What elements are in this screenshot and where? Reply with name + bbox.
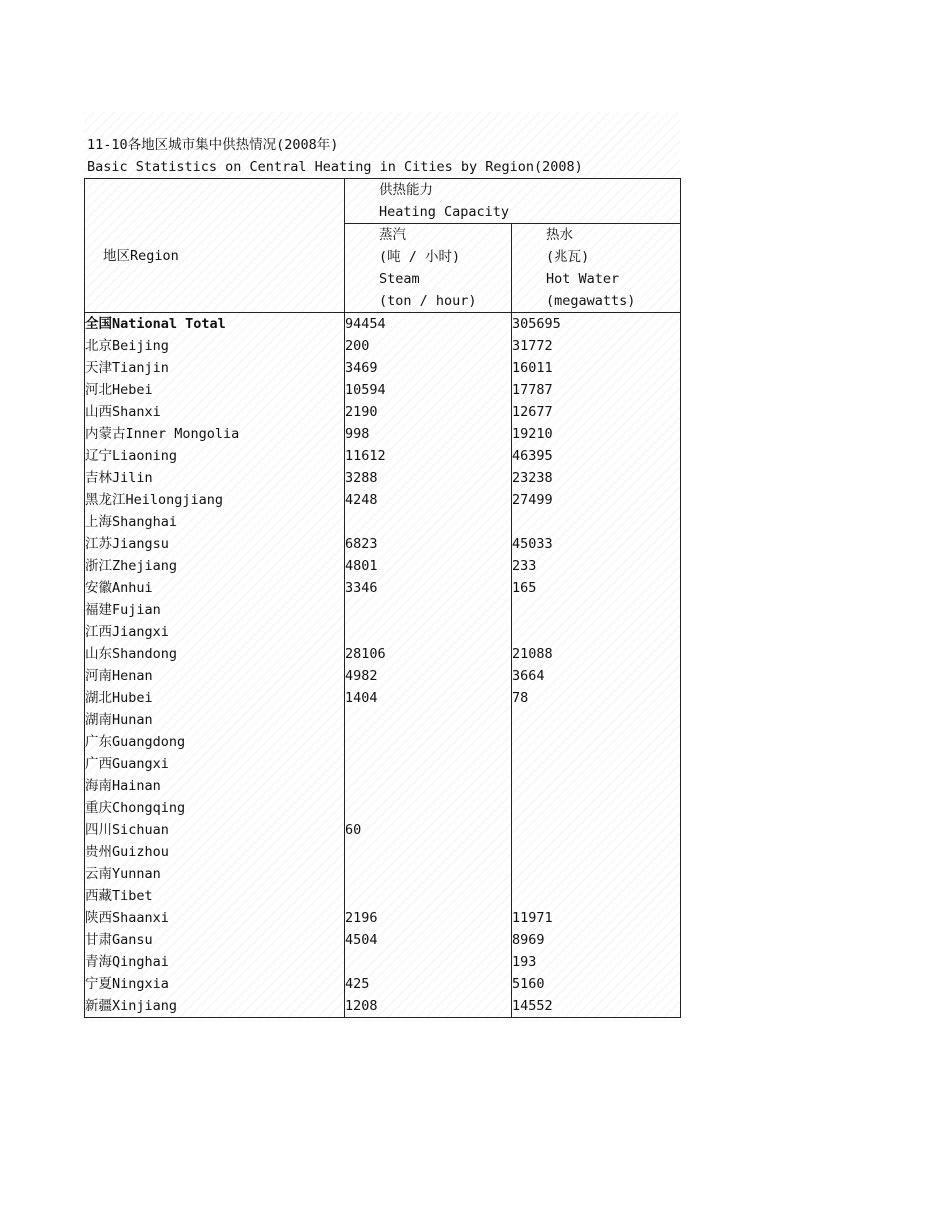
steam-cell: 4982 — [345, 665, 512, 687]
table-row — [85, 511, 681, 533]
steam-cell: 60 — [345, 819, 512, 841]
steam-cell — [345, 951, 512, 973]
table-row — [85, 885, 681, 907]
steam-unit-cn: (吨 / 小时) — [379, 249, 461, 265]
steam-cell — [345, 841, 512, 863]
hot-water-cell: 305695 — [512, 316, 561, 332]
hot-water-cell — [512, 841, 681, 863]
region-cell: 浙江Zhejiang — [85, 555, 345, 577]
steam-cell: 6823 — [345, 533, 512, 555]
hot-water-cell — [512, 885, 681, 907]
region-cell: 西藏Tibet — [85, 885, 345, 907]
steam-header-cn: 蒸汽 — [379, 227, 406, 243]
hot-water-cell — [512, 819, 681, 841]
region-cell: 新疆Xinjiang — [85, 995, 345, 1018]
region-cell: 海南Hainan — [85, 775, 345, 797]
steam-unit-en: (ton / hour) — [379, 293, 477, 309]
hot-water-cell — [512, 863, 681, 885]
table-row — [85, 951, 681, 973]
steam-cell: 4801 — [345, 555, 512, 577]
steam-cell: 200 — [345, 335, 512, 357]
steam-cell — [345, 599, 512, 621]
region-cell: 天津Tianjin — [85, 357, 345, 379]
region-cell: 陕西Shaanxi — [85, 907, 345, 929]
region-header: 地区Region — [103, 248, 179, 264]
table-row — [85, 621, 681, 643]
steam-header-en: Steam — [379, 271, 420, 287]
hot-water-cell: 11971 — [512, 910, 553, 926]
hot-water-cell — [512, 775, 681, 797]
table-row — [85, 819, 681, 841]
region-cell: 湖南Hunan — [85, 709, 345, 731]
hot-water-cell: 45033 — [512, 536, 553, 552]
hot-water-cell — [512, 511, 681, 533]
region-cell: 重庆Chongqing — [85, 797, 345, 819]
region-cell: 宁夏Ningxia — [85, 973, 345, 995]
hot-water-cell: 165 — [512, 580, 537, 596]
hot-water-cell — [512, 621, 681, 643]
steam-header-cell — [345, 224, 512, 313]
region-cell: 四川Sichuan — [85, 819, 345, 841]
table-row — [85, 489, 681, 511]
steam-cell: 3288 — [345, 467, 512, 489]
steam-cell: 1208 — [345, 995, 512, 1018]
steam-cell — [345, 709, 512, 731]
table-row — [85, 357, 681, 379]
water-header-cell — [512, 224, 681, 313]
hot-water-cell: 233 — [512, 558, 537, 574]
region-cell: 北京Beijing — [85, 335, 345, 357]
table-row — [85, 445, 681, 467]
table-row — [85, 313, 681, 336]
table-row — [85, 379, 681, 401]
capacity-header-en: Heating Capacity — [379, 204, 510, 220]
region-cell: 全国National Total — [85, 313, 345, 336]
table-row — [85, 665, 681, 687]
table-row — [85, 687, 681, 709]
steam-cell: 94454 — [345, 313, 512, 336]
steam-cell: 3469 — [345, 357, 512, 379]
hot-water-cell: 8969 — [512, 932, 545, 948]
region-cell: 河南Henan — [85, 665, 345, 687]
table-row — [85, 995, 681, 1018]
table-row — [85, 973, 681, 995]
title-block — [84, 112, 680, 178]
steam-cell — [345, 863, 512, 885]
table-row — [85, 555, 681, 577]
region-cell: 上海Shanghai — [85, 511, 345, 533]
hot-water-cell: 16011 — [512, 360, 553, 376]
hot-water-cell: 46395 — [512, 448, 553, 464]
steam-cell — [345, 731, 512, 753]
table-row — [85, 863, 681, 885]
table-row — [85, 731, 681, 753]
hot-water-cell: 14552 — [512, 998, 553, 1014]
region-cell: 福建Fujian — [85, 599, 345, 621]
steam-cell: 425 — [345, 973, 512, 995]
region-cell: 黑龙江Heilongjiang — [85, 489, 345, 511]
hot-water-cell: 12677 — [512, 404, 553, 420]
water-unit-en: (megawatts) — [546, 293, 636, 309]
region-cell: 山东Shandong — [85, 643, 345, 665]
steam-cell: 2196 — [345, 907, 512, 929]
capacity-header-cn: 供热能力 — [379, 182, 433, 198]
region-cell: 广西Guangxi — [85, 753, 345, 775]
title-cn: 11-10各地区城市集中供热情况(2008年) — [87, 137, 339, 153]
table-row — [85, 577, 681, 599]
steam-cell — [345, 753, 512, 775]
table-row — [85, 841, 681, 863]
region-cell: 安徽Anhui — [85, 577, 345, 599]
table-row — [85, 533, 681, 555]
region-cell: 辽宁Liaoning — [85, 445, 345, 467]
region-cell: 河北Hebei — [85, 379, 345, 401]
steam-cell: 10594 — [345, 379, 512, 401]
region-cell: 江苏Jiangsu — [85, 533, 345, 555]
hot-water-cell: 17787 — [512, 382, 553, 398]
table-row — [85, 643, 681, 665]
steam-cell: 3346 — [345, 577, 512, 599]
region-cell: 广东Guangdong — [85, 731, 345, 753]
steam-cell — [345, 775, 512, 797]
region-cell: 内蒙古Inner Mongolia — [85, 423, 345, 445]
hot-water-cell: 78 — [512, 690, 529, 706]
hot-water-cell — [512, 709, 681, 731]
steam-cell — [345, 797, 512, 819]
table-row — [85, 467, 681, 489]
header-row-capacity — [85, 179, 681, 224]
water-unit-cn: (兆瓦) — [546, 249, 590, 265]
region-cell: 云南Yunnan — [85, 863, 345, 885]
region-cell: 湖北Hubei — [85, 687, 345, 709]
hot-water-cell: 19210 — [512, 426, 553, 442]
hot-water-cell: 31772 — [512, 338, 553, 354]
hot-water-cell: 5160 — [512, 976, 545, 992]
steam-cell: 4248 — [345, 489, 512, 511]
steam-cell: 1404 — [345, 687, 512, 709]
table-row — [85, 599, 681, 621]
hot-water-cell: 193 — [512, 954, 537, 970]
heating-table — [84, 178, 681, 1018]
hot-water-cell: 21088 — [512, 646, 553, 662]
table-row — [85, 401, 681, 423]
region-header-cell — [85, 179, 345, 313]
steam-cell — [345, 885, 512, 907]
capacity-header-cell — [345, 179, 681, 224]
hot-water-cell: 23238 — [512, 470, 553, 486]
region-cell: 青海Qinghai — [85, 951, 345, 973]
title-en: Basic Statistics on Central Heating in Cities by Region(2008) — [87, 159, 583, 175]
table-row — [85, 753, 681, 775]
steam-cell: 4504 — [345, 929, 512, 951]
steam-cell: 998 — [345, 423, 512, 445]
water-header-en: Hot Water — [546, 271, 620, 287]
hot-water-cell — [512, 731, 681, 753]
table-row — [85, 709, 681, 731]
steam-cell: 2190 — [345, 401, 512, 423]
steam-cell: 11612 — [345, 445, 512, 467]
water-header-cn: 热水 — [546, 227, 573, 243]
region-cell: 江西Jiangxi — [85, 621, 345, 643]
hot-water-cell — [512, 599, 681, 621]
region-cell: 吉林Jilin — [85, 467, 345, 489]
table-row — [85, 929, 681, 951]
steam-cell — [345, 621, 512, 643]
hot-water-cell — [512, 753, 681, 775]
region-cell: 山西Shanxi — [85, 401, 345, 423]
hot-water-cell — [512, 797, 681, 819]
table-row — [85, 907, 681, 929]
region-cell: 甘肃Gansu — [85, 929, 345, 951]
steam-cell — [345, 511, 512, 533]
table-row — [85, 335, 681, 357]
region-cell: 贵州Guizhou — [85, 841, 345, 863]
hot-water-cell: 3664 — [512, 668, 545, 684]
hot-water-cell: 27499 — [512, 492, 553, 508]
spreadsheet — [84, 112, 680, 1018]
steam-cell: 28106 — [345, 643, 512, 665]
table-row — [85, 797, 681, 819]
table-row — [85, 423, 681, 445]
table-row — [85, 775, 681, 797]
